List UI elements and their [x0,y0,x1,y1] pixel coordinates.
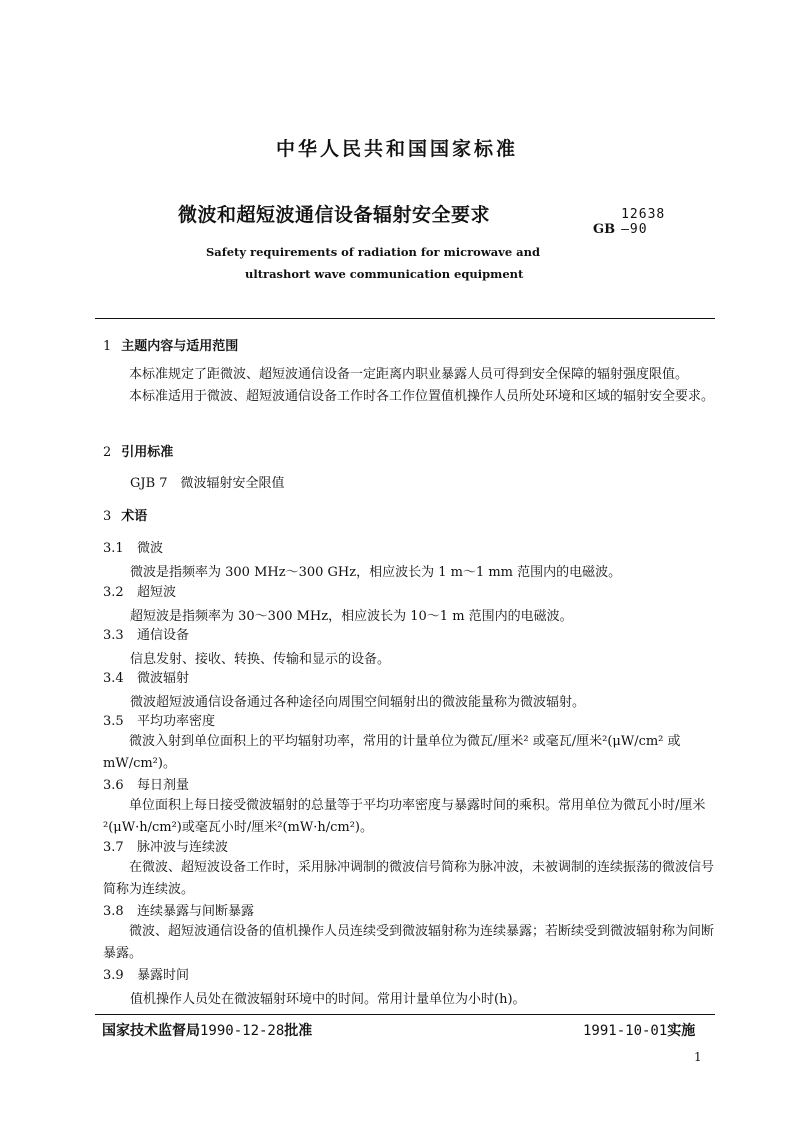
term-3-2 [103,584,176,602]
section-2-heading [103,444,173,462]
term-3-5-definition [103,731,715,775]
section-1-heading [103,338,238,356]
term-3-6 [103,777,189,795]
approval-word: 批准 [284,1023,313,1039]
term-number: 3.6 [103,778,124,793]
issuer: 国家技术监督局 [102,1023,200,1039]
term-number: 3.5 [103,714,124,729]
section-title: 术语 [121,509,148,524]
implementation-date: 1991-10-01 [583,1023,668,1039]
definition-text: 微波入射到单位面积上的平均辐射功率，常用的计量单位为微瓦/厘米² 或毫瓦/厘米²(μW/cm² 或 mW/cm²)。 [103,734,681,771]
definition-text: 微波、超短波通信设备的值机操作人员连续受到微波辐射称为连续暴露；若断续受到微波辐射称为间断暴露。 [103,924,715,961]
reference-gjb7: GJB 7 微波辐射安全限值 [130,476,285,491]
section-number: 2 [103,445,112,460]
section-1-paragraph-2 [103,386,715,408]
term-3-1 [103,540,163,558]
term-name: 通信设备 [137,628,190,643]
paragraph-text: 本标准适用于微波、超短波通信设备工作时各工作位置值机操作人员所处环境和区域的辐射安全要求。 [129,389,715,404]
term-number: 3.2 [103,585,124,600]
term-number: 3.7 [103,840,124,855]
term-3-9 [103,967,189,985]
term-3-4-definition: 微波超短波通信设备通过各种途径向周围空间辐射出的微波能量称为微波辐射。 [130,695,586,710]
section-number: 3 [103,509,112,524]
term-3-5 [103,713,215,731]
term-3-6-definition [103,795,715,839]
term-name: 连续暴露与间断暴露 [137,904,255,919]
term-3-7-definition [103,857,715,901]
term-name: 脉冲波与连续波 [137,840,229,855]
term-name: 超短波 [137,585,177,600]
english-title-line1: Safety requirements of radiation for microwave and [206,245,541,259]
implementation-statement [583,1020,695,1040]
standard-code [593,207,666,237]
approval-date: 1990-12-28 [200,1023,285,1039]
term-number: 3.4 [103,671,124,686]
term-3-3-definition: 信息发射、接收、转换、传输和显示的设备。 [130,652,391,667]
gb-prefix: GB [593,222,616,237]
section-title: 引用标准 [121,445,174,460]
term-3-1-definition: 微波是指频率为 300 MHz～300 GHz，相应波长为 1 m～1 mm 范围内的电磁波。 [130,565,622,580]
term-3-7 [103,839,228,857]
term-3-8-definition [103,921,715,965]
term-name: 暴露时间 [137,968,190,983]
term-3-2-definition: 超短波是指频率为 30～300 MHz，相应波长为 10～1 m 范围内的电磁波。 [130,609,573,624]
definition-text: 在微波、超短波设备工作时，采用脉冲调制的微波信号简称为脉冲波，未被调制的连续振荡的微波信号简称为连续波。 [103,860,715,897]
term-number: 3.8 [103,904,124,919]
document-title: 微波和超短波通信设备辐射安全要求 [178,204,491,226]
term-3-3 [103,627,189,645]
national-standard-heading: 中华人民共和国国家标准 [275,138,518,160]
top-divider [95,318,715,319]
term-3-8 [103,903,254,921]
section-number: 1 [103,339,112,354]
term-number: 3.1 [103,541,124,556]
term-number: 3.3 [103,628,124,643]
term-name: 微波辐射 [137,671,190,686]
section-title: 主题内容与适用范围 [121,339,239,354]
term-name: 每日剂量 [137,778,190,793]
section-1-paragraph-1 [103,364,715,386]
term-number: 3.9 [103,968,124,983]
section-3-heading [103,508,147,526]
paragraph-text: 本标准规定了距微波、超短波通信设备一定距离内职业暴露人员可得到安全保障的辐射强度限值。 [129,367,689,382]
implementation-word: 实施 [667,1023,696,1039]
term-3-9-definition: 值机操作人员处在微波辐射环境中的时间。常用计量单位为小时(h)。 [130,992,526,1007]
page-number: 1 [694,1050,702,1064]
bottom-divider [95,1014,715,1015]
term-3-4 [103,670,189,688]
definition-text: 单位面积上每日接受微波辐射的总量等于平均功率密度与暴露时间的乘积。常用单位为微瓦小时/厘米²(μW·h/cm²)或毫瓦小时/厘米²(mW·h/cm²)。 [103,798,706,835]
gb-number: 12638—90 [621,207,666,237]
term-name: 微波 [137,541,164,556]
english-title-line2: ultrashort wave communication equipment [245,267,524,281]
term-name: 平均功率密度 [137,714,216,729]
approval-statement [102,1020,312,1040]
